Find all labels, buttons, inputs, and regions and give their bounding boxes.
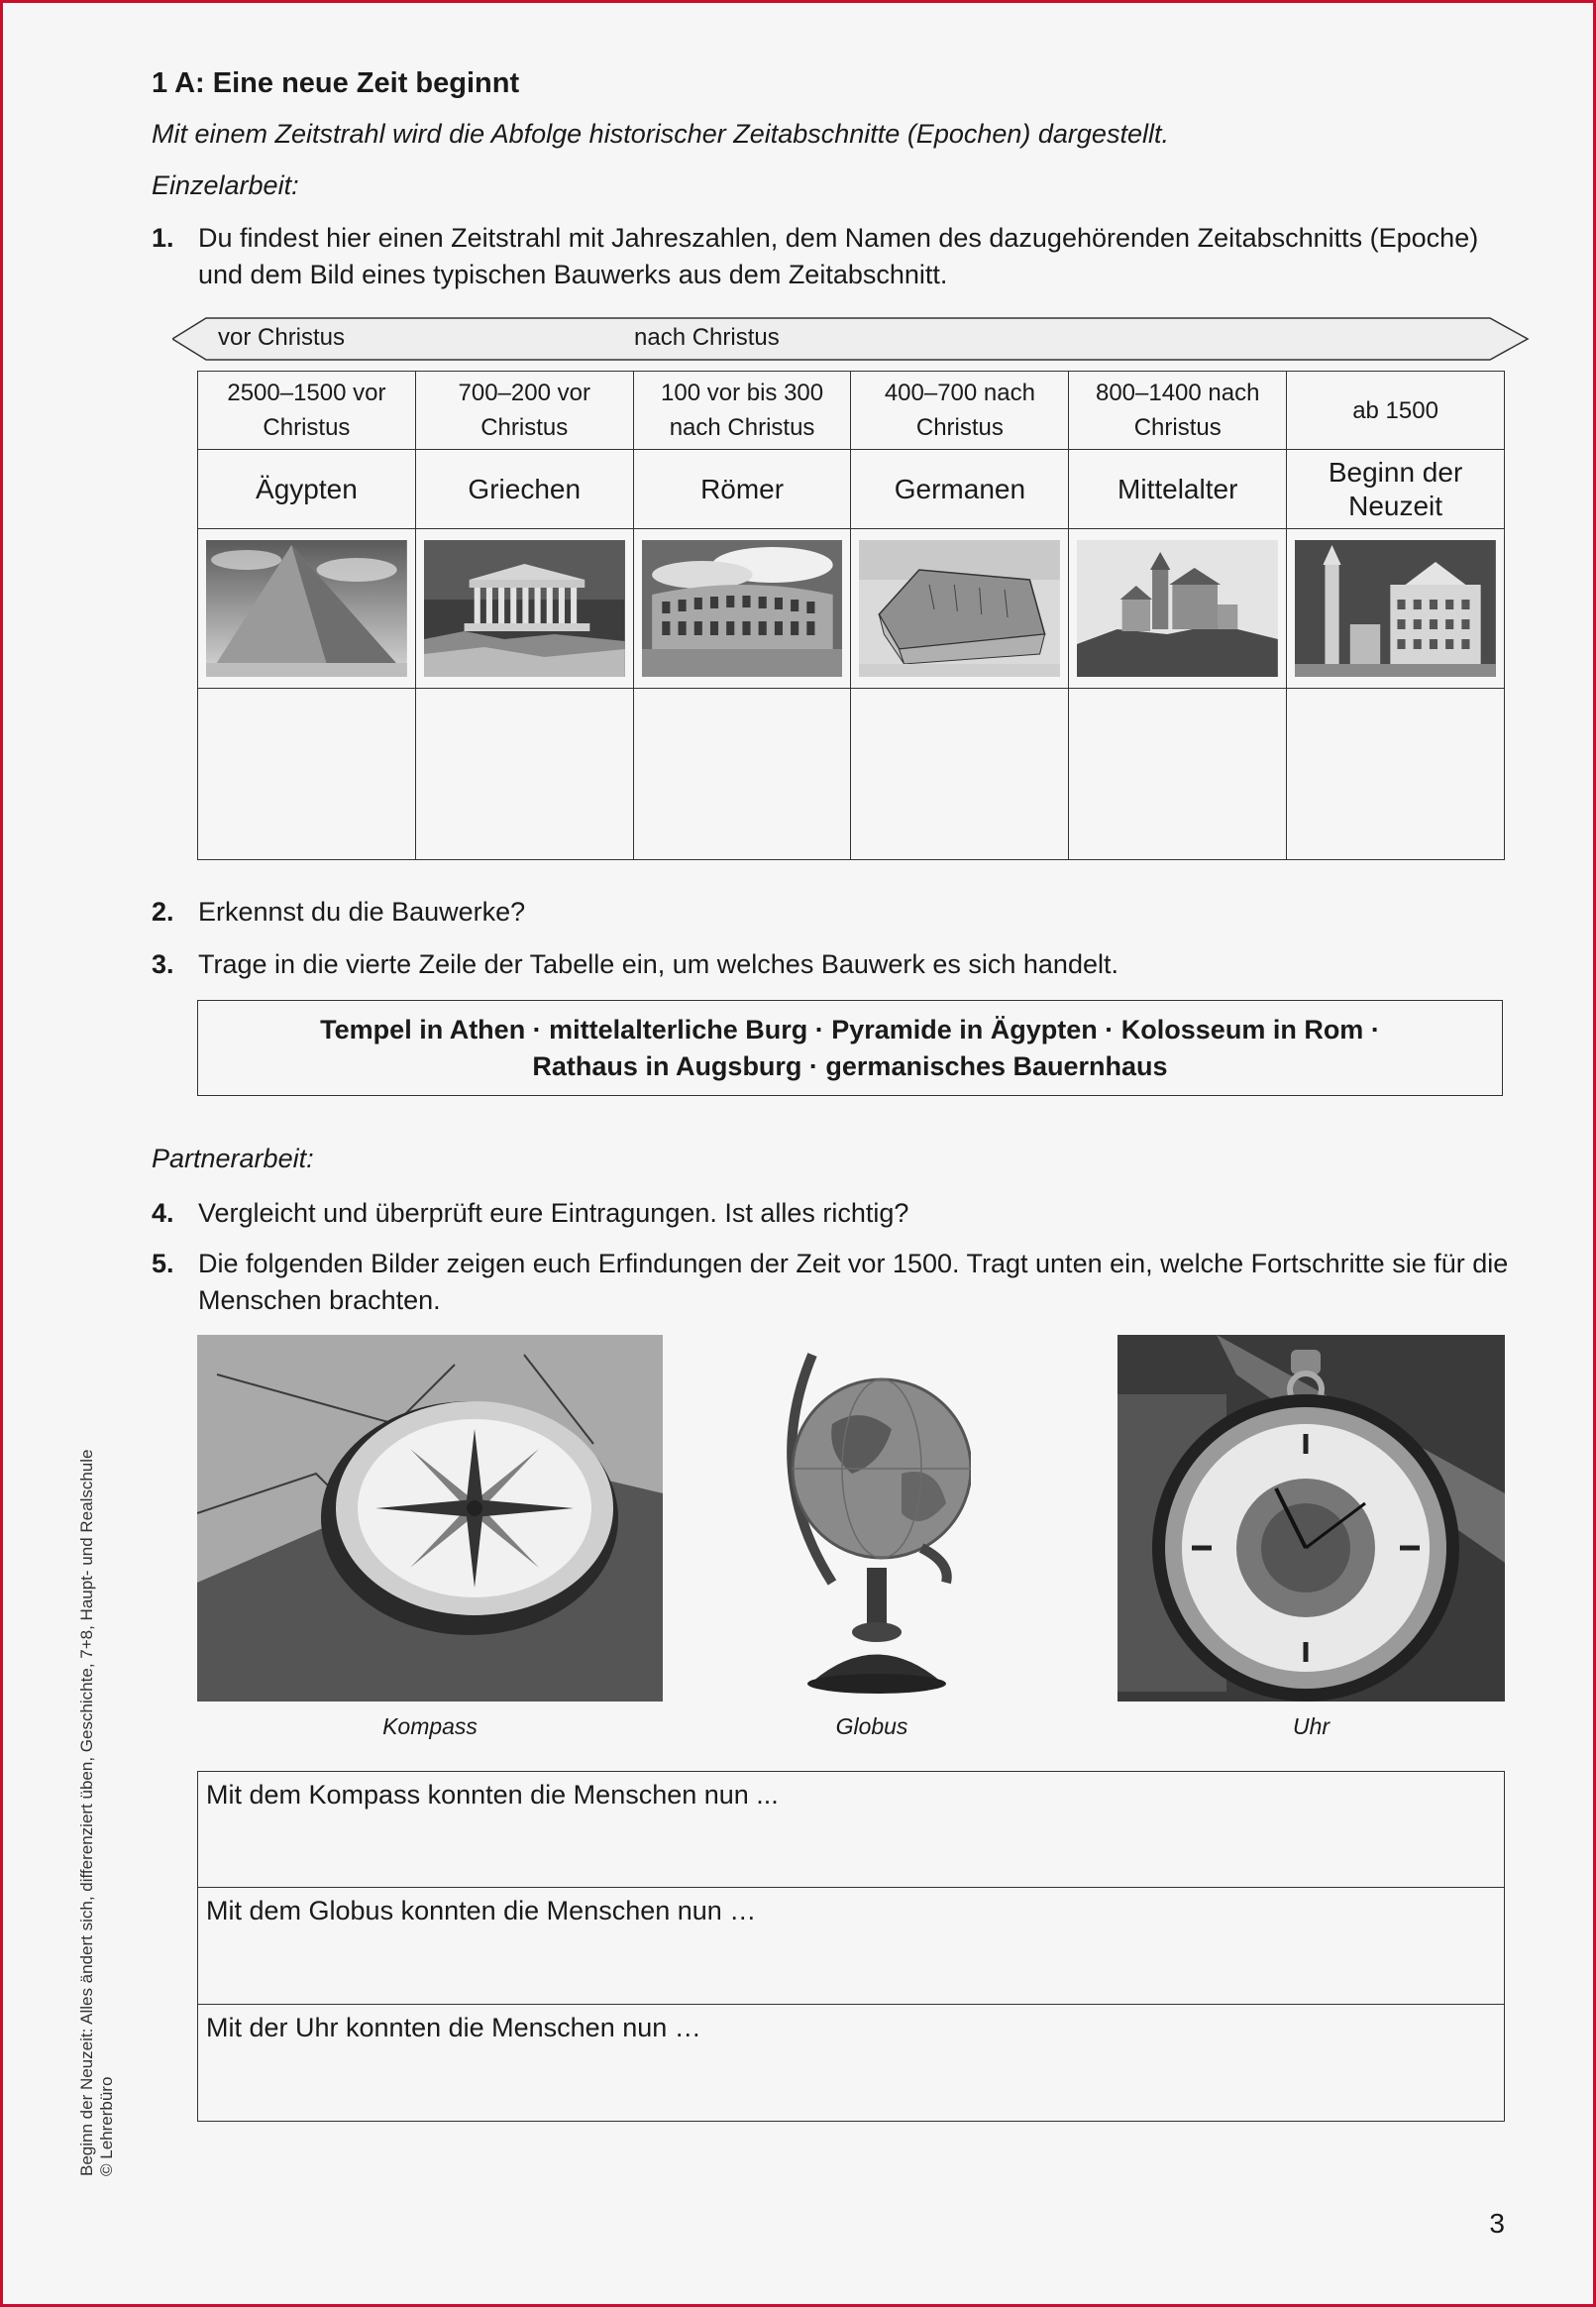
answer-row-blank	[198, 689, 1505, 860]
answer-boxes	[197, 1771, 1505, 2122]
timeline-arrow	[172, 317, 1530, 361]
word-bank-box	[197, 1000, 1503, 1096]
castle-image	[1077, 540, 1278, 677]
answer-prompt: Mit dem Globus konnten die Menschen nun …	[206, 1896, 757, 1925]
blank-cell[interactable]	[851, 689, 1069, 860]
task-3	[152, 946, 1519, 983]
dates-row	[198, 372, 1505, 450]
blank-cell[interactable]	[1287, 689, 1505, 860]
epoch-name: Ägypten	[198, 450, 416, 529]
side-credit-copyright: © Lehrerbüro	[97, 2076, 116, 2176]
intro-text: Mit einem Zeitstrahl wird die Abfolge historischer Zeitabschnitte (Epochen) dargestellt.	[152, 119, 1169, 149]
caption-globe: Globus	[835, 1713, 908, 1739]
side-credit	[77, 1324, 117, 2176]
epoch-table	[197, 371, 1505, 860]
epoch-dates: ab 1500	[1287, 372, 1505, 450]
epoch-name: Germanen	[851, 450, 1069, 529]
epoch-name: Mittelalter	[1069, 450, 1287, 529]
caption-watch: Uhr	[1292, 1713, 1330, 1739]
timeline-label-ad: nach Christus	[634, 324, 780, 351]
colosseum-image	[642, 540, 843, 677]
answer-prompt: Mit dem Kompass konnten die Menschen nun ...	[206, 1780, 779, 1810]
pyramid-cell	[198, 529, 416, 689]
epoch-name: Griechen	[415, 450, 633, 529]
task-4	[152, 1195, 1519, 1232]
temple-image	[424, 540, 625, 677]
page-number: 3	[1489, 2208, 1505, 2239]
task-number: 4.	[152, 1198, 174, 1228]
word-bank-line: Rathaus in Augsburg · germanisches Bauernhaus	[532, 1051, 1168, 1081]
epoch-dates: 400–700 nach Christus	[851, 372, 1069, 450]
answer-box-watch[interactable]	[197, 2005, 1505, 2122]
word-bank-line: Tempel in Athen · mittelalterliche Burg · Pyramide in Ägypten · Kolosseum in Rom ·	[320, 1015, 1380, 1044]
task-number: 3.	[152, 949, 174, 979]
epoch-name: Römer	[633, 450, 851, 529]
task-number: 2.	[152, 897, 174, 927]
epoch-name: Beginn der Neuzeit	[1287, 450, 1505, 529]
blank-cell[interactable]	[633, 689, 851, 860]
pocket-watch-image	[1117, 1335, 1505, 1702]
longhouse-image	[859, 540, 1060, 677]
side-credit-line: Beginn der Neuzeit: Alles ändert sich, differenziert üben, Geschichte, 7+8, Haupt- und Realschule	[77, 1449, 96, 2176]
blank-cell[interactable]	[198, 689, 416, 860]
epoch-dates: 700–200 vor Christus	[415, 372, 633, 450]
task-text: Erkennst du die Bauwerke?	[198, 897, 526, 927]
epoch-dates: 2500–1500 vor Christus	[198, 372, 416, 450]
globe-image	[773, 1335, 971, 1702]
castle-cell	[1069, 529, 1287, 689]
townhall-cell	[1287, 529, 1505, 689]
task-text: Vergleicht und überprüft eure Eintragungen. Ist alles richtig?	[198, 1198, 909, 1228]
task-text: Du findest hier einen Zeitstrahl mit Jahreszahlen, dem Namen des dazugehörenden Zeitabschnitts (Epoche) und dem Bild eines typischen Bauwerks aus dem Zeitabschnitt.	[198, 223, 1479, 289]
task-text: Die folgenden Bilder zeigen euch Erfindungen der Zeit vor 1500. Tragt unten ein, welche Fortschritte sie für die Menschen brachten.	[198, 1249, 1509, 1315]
compass-image	[197, 1335, 663, 1702]
colosseum-cell	[633, 529, 851, 689]
section-label-partner: Partnerarbeit:	[152, 1144, 314, 1173]
task-number: 5.	[152, 1249, 174, 1278]
timeline-label-bc: vor Christus	[218, 324, 346, 351]
task-1	[152, 220, 1519, 293]
task-2	[152, 894, 1519, 931]
longhouse-cell	[851, 529, 1069, 689]
worksheet-title: 1 A: Eine neue Zeit beginnt	[152, 67, 520, 99]
names-row	[198, 450, 1505, 529]
blank-cell[interactable]	[1069, 689, 1287, 860]
answer-box-globe[interactable]	[197, 1888, 1505, 2005]
pyramid-image	[206, 540, 407, 677]
blank-cell[interactable]	[415, 689, 633, 860]
answer-box-compass[interactable]	[197, 1771, 1505, 1888]
epoch-dates: 100 vor bis 300 nach Christus	[633, 372, 851, 450]
section-label-single: Einzelarbeit:	[152, 170, 299, 200]
images-row	[198, 529, 1505, 689]
task-text: Trage in die vierte Zeile der Tabelle ein, um welches Bauwerk es sich handelt.	[198, 949, 1118, 979]
temple-cell	[415, 529, 633, 689]
task-number: 1.	[152, 223, 174, 253]
answer-prompt: Mit der Uhr konnten die Menschen nun …	[206, 2013, 701, 2042]
townhall-image	[1295, 540, 1496, 677]
task-5	[152, 1246, 1519, 1319]
epoch-dates: 800–1400 nach Christus	[1069, 372, 1287, 450]
caption-compass: Kompass	[382, 1713, 478, 1739]
